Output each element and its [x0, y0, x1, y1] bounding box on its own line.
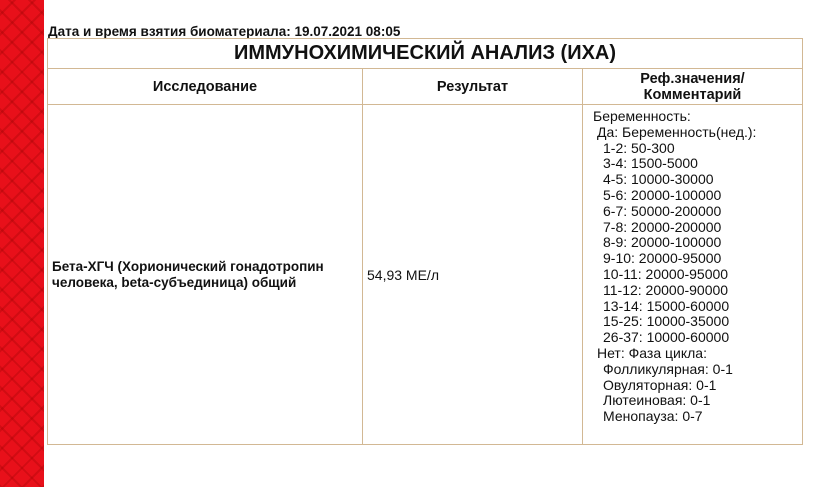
study-name-line2: человека, beta-субъединица) общий: [52, 274, 297, 290]
sample-datetime: Дата и время взятия биоматериала: 19.07.2021 08:05: [48, 24, 401, 39]
ref-week-range: 6-7: 50000-200000: [603, 202, 722, 219]
ref-week-range: 9-10: 20000-95000: [603, 250, 722, 267]
decorative-red-stripe: [0, 0, 44, 487]
ref-cycle-phase: Лютеиновая: 0-1: [603, 392, 711, 409]
ref-cycle-phase: Овуляторная: 0-1: [603, 376, 717, 393]
ref-week-range: 5-6: 20000-100000: [603, 186, 722, 203]
ref-heading: Беременность:: [593, 108, 691, 124]
study-name-cell: [48, 105, 363, 445]
ref-week-range: 1-2: 50-300: [603, 139, 675, 156]
ref-week-range: 8-9: 20000-100000: [603, 234, 722, 251]
column-header-reference-line2: Комментарий: [643, 86, 742, 103]
result-value: 54,93 МЕ/л: [363, 105, 583, 445]
ref-week-range: 13-14: 15000-60000: [603, 297, 730, 314]
column-header-study: Исследование: [48, 69, 363, 105]
column-header-result: Результат: [363, 69, 583, 105]
ref-week-range: 10-11: 20000-95000: [603, 265, 729, 282]
ref-pregnant-label: Да: Беременность(нед.):: [597, 123, 757, 140]
ref-week-range: 3-4: 1500-5000: [603, 155, 698, 172]
ref-week-range: 4-5: 10000-30000: [603, 171, 714, 188]
table-title: ИММУНОХИМИЧЕСКИЙ АНАЛИЗ (ИХА): [48, 39, 803, 69]
ref-cycle-phase: Менопауза: 0-7: [603, 408, 703, 425]
table-title-row: [48, 39, 803, 69]
ref-week-range: 11-12: 20000-90000: [603, 281, 729, 298]
column-header-reference: [583, 69, 803, 105]
results-table: [47, 38, 803, 445]
study-name-line1: Бета-ХГЧ (Хорионический гонадотропин: [52, 258, 324, 274]
table-row: [48, 105, 803, 445]
ref-not-pregnant-label: Нет: Фаза цикла:: [597, 344, 707, 361]
column-header-reference-line1: Реф.значения/: [640, 70, 745, 87]
ref-cycle-phase: Фолликулярная: 0-1: [603, 360, 733, 377]
table-header-row: [48, 69, 803, 105]
reference-values-cell: [583, 105, 803, 445]
ref-week-range: 26-37: 10000-60000: [603, 329, 730, 346]
ref-week-range: 15-25: 10000-35000: [603, 313, 730, 330]
ref-week-range: 7-8: 20000-200000: [603, 218, 722, 235]
